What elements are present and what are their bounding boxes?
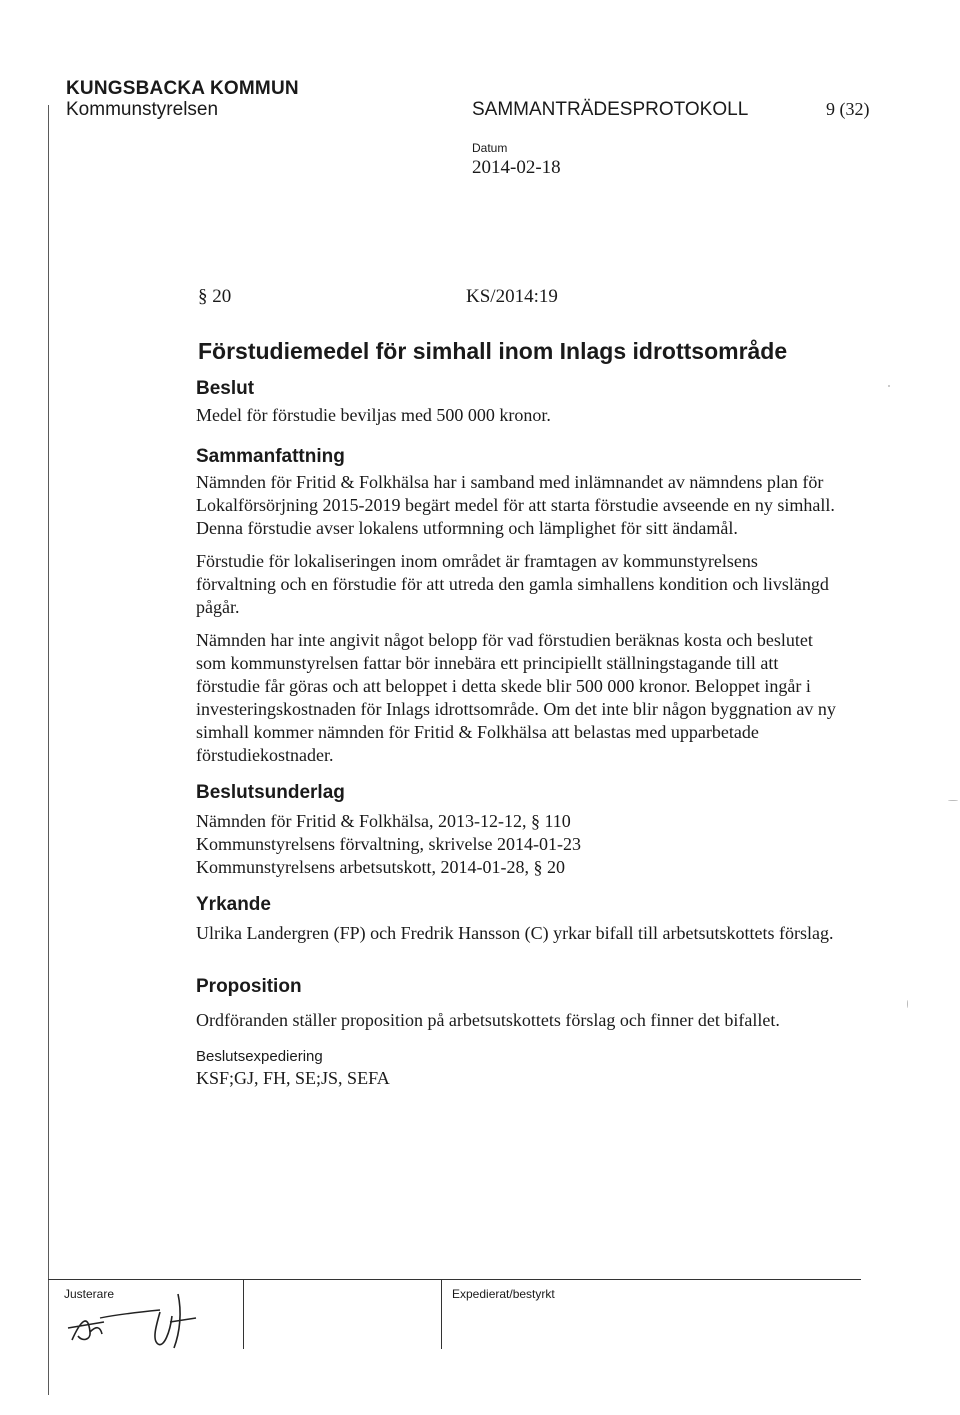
beslutsunderlag-line: Nämnden för Fritid & Folkhälsa, 2013-12-12, § 110 [196, 811, 571, 831]
yrkande-heading: Yrkande [196, 894, 271, 915]
organization-name: KUNGSBACKA KOMMUN [66, 78, 299, 99]
sammanfattning-paragraph: Nämnden har inte angivit något belopp för vad förstudien beräknas kosta och beslutet som kommunstyrelsen fattar bör innebära ett principiellt ställningstagande till att förstudie får göras och att beloppet i detta skede blir 500 000 kronor. Beloppet ingår i investeringskostnaden för Inlags idrottsområde. Om det inte blir någon byggnation av ny simhall kommer nämnden för Fritid & Folkhälsa att belastas med upparbetade förstudiekostnader. [196, 630, 836, 765]
proposition-heading: Proposition [196, 976, 302, 997]
date-value: 2014-02-18 [472, 157, 561, 178]
beslut-text: Medel för förstudie beviljas med 500 000 kronor. [196, 405, 551, 425]
sammanfattning-heading: Sammanfattning [196, 446, 345, 467]
scan-speck [888, 385, 890, 387]
beslutsunderlag-line: Kommunstyrelsens arbetsutskott, 2014-01-28, § 20 [196, 857, 565, 877]
item-title: Förstudiemedel för simhall inom Inlags idrottsområde [198, 338, 788, 364]
beslutsunderlag-line: Kommunstyrelsens förvaltning, skrivelse 2014-01-23 [196, 834, 581, 854]
date-label: Datum [472, 141, 508, 155]
sammanfattning-paragraph: Förstudie för lokaliseringen inom området är framtagen av kommunstyrelsens förvaltning och en förstudie för att utreda den gamla simhallens kondition och livslängd pågår. [196, 551, 829, 617]
beslutsunderlag-heading: Beslutsunderlag [196, 782, 345, 803]
page-number: 9 (32) [826, 99, 870, 119]
beslutsexpediering-text: KSF;GJ, FH, SE;JS, SEFA [196, 1068, 390, 1088]
section-beslutsexpediering [196, 1048, 836, 1090]
expedierat-label: Expedierat/bestyrkt [452, 1287, 555, 1301]
justerare-label: Justerare [64, 1287, 115, 1301]
yrkande-text: Ulrika Landergren (FP) och Fredrik Hansson (C) yrkar bifall till arbetsutskottets förslag. [196, 923, 834, 943]
scan-speck [907, 1000, 908, 1008]
document-type: SAMMANTRÄDESPROTOKOLL [472, 99, 749, 120]
footer-divider [441, 1279, 442, 1349]
proposition-text: Ordföranden ställer proposition på arbetsutskottets förslag och finner det bifallet. [196, 1010, 780, 1030]
beslut-heading: Beslut [196, 378, 255, 399]
margin-rule [48, 105, 49, 1395]
scan-speck [948, 800, 958, 801]
footer-divider [243, 1279, 244, 1349]
organization-unit: Kommunstyrelsen [66, 99, 219, 120]
beslutsexpediering-heading: Beslutsexpediering [196, 1048, 323, 1065]
sammanfattning-paragraph: Nämnden för Fritid & Folkhälsa har i samband med inlämnandet av nämndens plan för Lokalförsörjning 2015-2019 begärt medel för att starta förstudie avseende en ny simhall. Denna förstudie avser lokalens utformning och lämplighet för sitt ändamål. [196, 472, 835, 538]
section-yrkande [196, 894, 836, 945]
footer-rule [48, 1279, 861, 1280]
paragraph-number: § 20 [198, 286, 232, 307]
section-proposition [196, 976, 836, 1032]
section-sammanfattning [196, 446, 836, 767]
case-number: KS/2014:19 [466, 286, 558, 307]
section-beslut [196, 378, 836, 427]
section-beslutsunderlag [196, 782, 836, 879]
handwritten-initials [60, 1282, 220, 1352]
